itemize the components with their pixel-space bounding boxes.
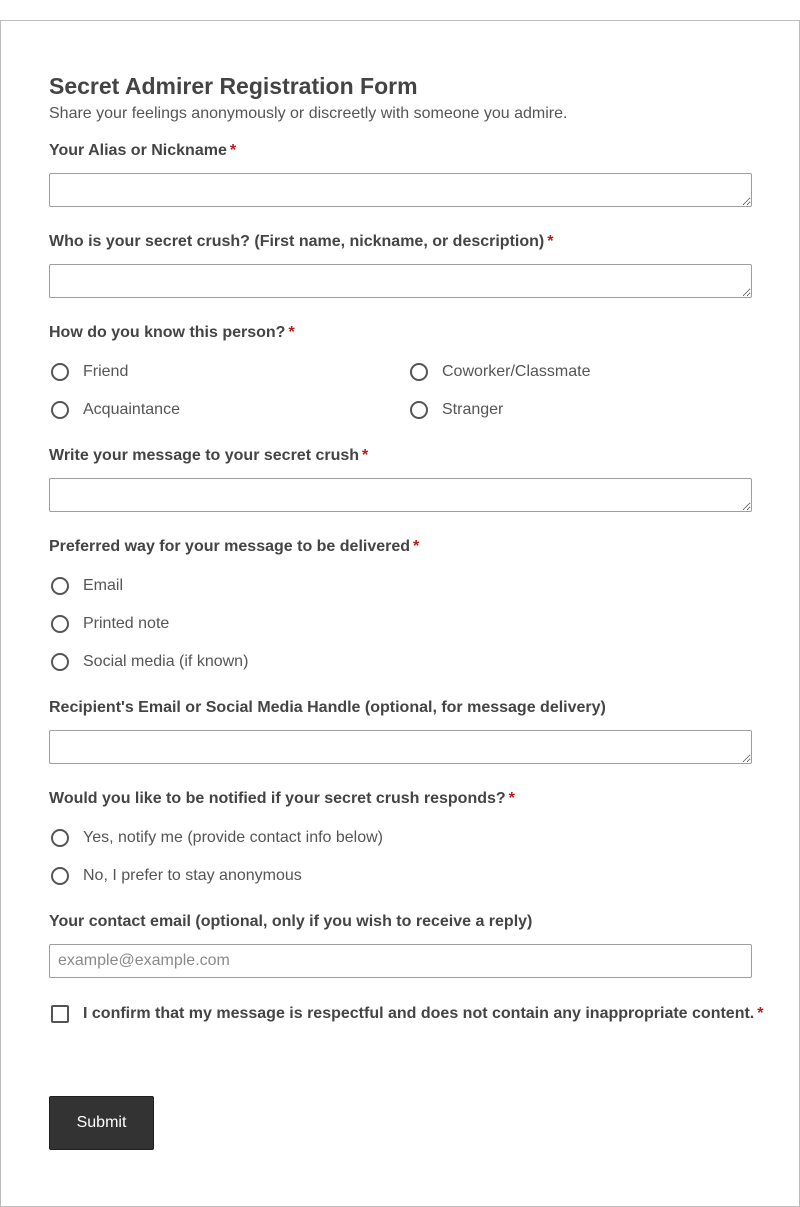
message-label-text: Write your message to your secret crush: [49, 447, 360, 464]
form-title: Secret Admirer Registration Form: [49, 73, 418, 99]
option-label: Yes, notify me (provide contact info below): [83, 829, 384, 846]
recipient-label: Recipient's Email or Social Media Handle (optional, for message delivery): [49, 699, 606, 716]
option-label: Friend: [83, 363, 129, 380]
option-label: Email: [83, 577, 124, 594]
required-marker: *: [288, 324, 295, 341]
relationship-option-stranger[interactable]: [410, 401, 503, 419]
recipient-field[interactable]: [49, 730, 752, 764]
crush-field[interactable]: [49, 264, 752, 298]
notify-option-no[interactable]: [51, 867, 302, 885]
radio-button[interactable]: [51, 615, 69, 633]
required-marker: *: [362, 447, 369, 464]
contact-email-field[interactable]: [49, 944, 752, 978]
notify-option-yes[interactable]: [51, 829, 383, 847]
submit-button[interactable]: Submit: [49, 1096, 154, 1150]
option-label: Social media (if known): [83, 653, 249, 670]
radio-button[interactable]: [51, 363, 69, 381]
delivery-option-social-media[interactable]: [51, 653, 248, 671]
crush-label-text: Who is your secret crush? (First name, nickname, or description): [49, 233, 545, 250]
option-label: Printed note: [83, 615, 170, 632]
relationship-label-text: How do you know this person?: [49, 324, 286, 341]
option-label: Coworker/Classmate: [442, 363, 591, 380]
relationship-option-friend[interactable]: [51, 363, 128, 381]
delivery-label-text: Preferred way for your message to be delivered: [49, 538, 411, 555]
radio-button[interactable]: [51, 653, 69, 671]
radio-button[interactable]: [51, 867, 69, 885]
form-description: Share your feelings anonymously or discreetly with someone you admire.: [49, 105, 568, 122]
radio-button[interactable]: [51, 577, 69, 595]
message-label: [49, 447, 368, 465]
radio-button[interactable]: [410, 363, 428, 381]
alias-field[interactable]: [49, 173, 752, 207]
required-marker: *: [413, 538, 420, 555]
confirm-row[interactable]: [51, 1005, 763, 1023]
option-label: Acquaintance: [83, 401, 180, 418]
relationship-label: [49, 324, 295, 342]
notify-label: [49, 790, 515, 808]
relationship-option-acquaintance[interactable]: [51, 401, 180, 419]
alias-label-text: Your Alias or Nickname: [49, 142, 227, 159]
alias-label: [49, 142, 236, 160]
relationship-option-coworker-classmate[interactable]: [410, 363, 590, 381]
contact-email-label: Your contact email (optional, only if you wish to receive a reply): [49, 913, 533, 930]
radio-button[interactable]: [410, 401, 428, 419]
radio-button[interactable]: [51, 401, 69, 419]
option-label: Stranger: [442, 401, 504, 418]
option-label: No, I prefer to stay anonymous: [83, 867, 302, 884]
required-marker: *: [757, 1005, 764, 1022]
message-field[interactable]: [49, 478, 752, 512]
delivery-option-email[interactable]: [51, 577, 123, 595]
delivery-label: [49, 538, 419, 556]
required-marker: *: [508, 790, 515, 807]
confirm-label: [83, 1005, 763, 1023]
form-card: [0, 20, 800, 1207]
crush-label: [49, 233, 553, 251]
notify-label-text: Would you like to be notified if your secret crush responds?: [49, 790, 506, 807]
required-marker: *: [547, 233, 554, 250]
required-marker: *: [229, 142, 237, 159]
delivery-option-printed-note[interactable]: [51, 615, 169, 633]
confirm-label-text: I confirm that my message is respectful and does not contain any inappropriate content.: [83, 1005, 755, 1022]
confirm-checkbox[interactable]: [51, 1005, 69, 1023]
radio-button[interactable]: [51, 829, 69, 847]
